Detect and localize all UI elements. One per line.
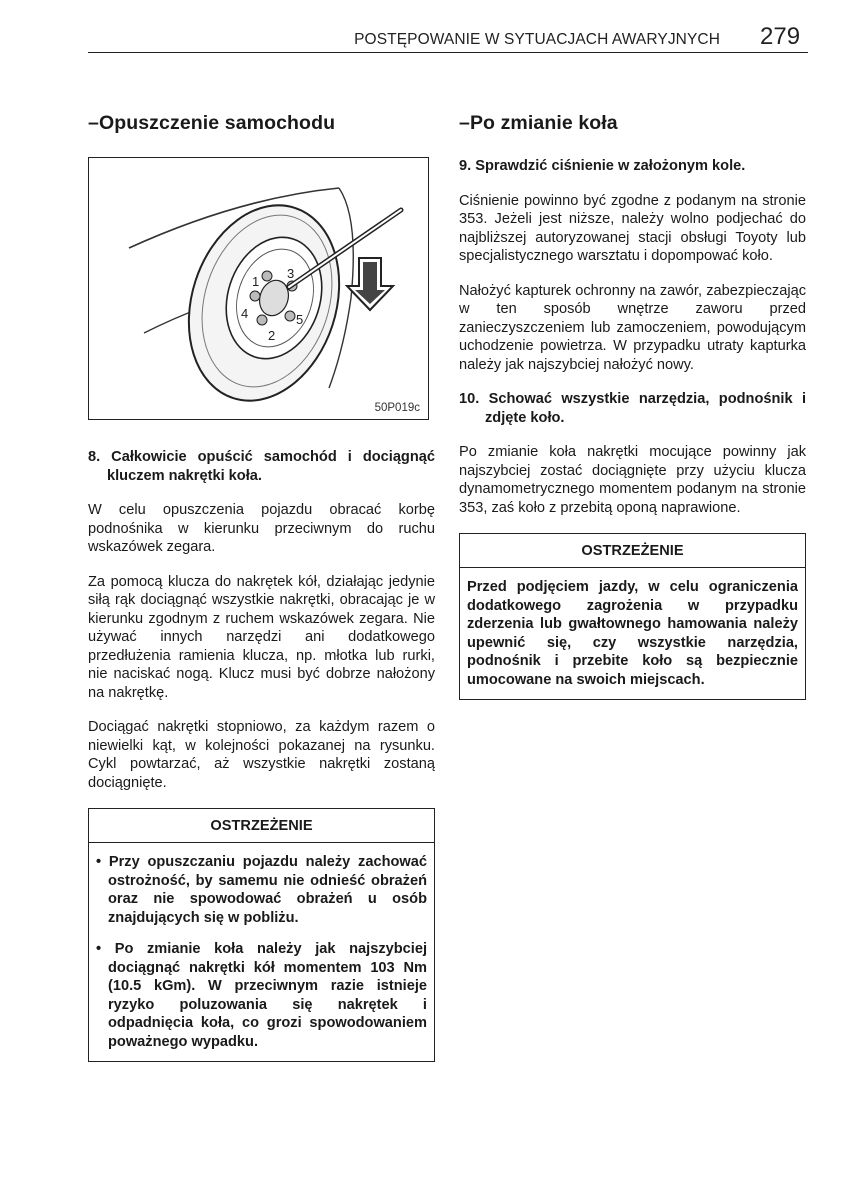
warning-text: Przed podjęciem jazdy, w celu ograniczenia dodatkowego zagrożenia w przypadku zderzenia lub gwałtownego hamowania należy upewnić się, czy wszystkie narzędzia, podnośnik i przebite koło są bezpiecznie umocowane na swoich miejscach. (467, 579, 798, 688)
right-heading: –Po zmianie koła (459, 112, 618, 134)
nut-number-label: 4 (241, 306, 249, 321)
right-warning-box (459, 533, 806, 700)
lug-nut (262, 271, 272, 281)
lug-nut (257, 315, 267, 325)
step-10: 10. Schować wszystkie narzędzia, podnośnik i zdjęte koło. (459, 391, 806, 426)
nut-number-label: 2 (268, 328, 276, 343)
right-paragraph-3: Po zmianie koła nakrętki mocujące powinny jak najszybciej zostać dociągnięte przy użyciu klucza dynamometrycznego momentem podanym na stronie 353, zaś koło z przebitą oponą naprawione. (459, 444, 806, 516)
section-title: POSTĘPOWANIE W SYTUACJACH AWARYJNYCH (354, 31, 720, 48)
left-column (88, 112, 435, 1062)
left-paragraph-1: W celu opuszczenia pojazdu obracać korbę podnośnika w kierunku przeciwnym do ruchu wskazówek zegara. (88, 502, 435, 555)
figure-code: 50P019c (374, 402, 420, 414)
warning-bullet: • Przy opuszczaniu pojazdu należy zachować ostrożność, by samemu nie odnieść obrażeń oraz nie spowodować obrażeń u osób znajdujących się w pobliżu. (96, 854, 427, 926)
left-warning-box (88, 808, 435, 1062)
nut-number-label: 1 (252, 274, 260, 289)
nut-number-label: 3 (287, 266, 295, 281)
left-paragraph-3: Dociągać nakrętki stopniowo, za każdym razem o niewielki kąt, w kolejności pokazanej na rysunku. Cykl powtarzać, aż wszystkie nakrętki zostaną dociągnięte. (88, 719, 435, 791)
wheel-drawing (89, 158, 427, 418)
left-heading: –Opuszczenie samochodu (88, 112, 336, 134)
warning-body (89, 843, 434, 1061)
warning-title: OSTRZEŻENIE (89, 809, 434, 843)
header-rule (88, 52, 808, 53)
lug-nut (250, 291, 260, 301)
warning-title: OSTRZEŻENIE (460, 534, 805, 568)
right-paragraph-2: Nałożyć kapturek ochronny na zawór, zabezpieczając w ten sposób wnętrze zaworu przed zanieczyszczeniem lub zamoczeniem, powodującym uchodzenie powietrza. W przypadku utraty kapturka należy jak najszybciej nałożyć nowy. (459, 282, 806, 373)
step-8: 8. Całkowicie opuścić samochód i dociągnąć kluczem nakrętki koła. (88, 449, 435, 484)
wheel-illustration (88, 157, 429, 420)
nut-number-label: 5 (296, 312, 304, 327)
lug-nut (285, 311, 295, 321)
left-paragraph-2: Za pomocą klucza do nakrętek kół, działając jedynie siłą rąk dociągnąć wszystkie nakrętki, obracając je w kierunku zgodnym z ruchem wskazówek zegara. Nie używać innych narzędzi ani dodatkowego przedłużenia ramienia klucza, np. młotka lub rurki, nie naciskać nogą. Klucz musi być dobrze nałożony na nakrętkę. (88, 573, 435, 701)
right-paragraph-1: Ciśnienie powinno być zgodne z podanym na stronie 353. Jeżeli jest niższe, należy wolno podjechać do najbliższej autoryzowanej stacji obsługi Toyoty lub specjalistycznego warsztatu i dopompować koło. (459, 192, 806, 264)
page-number: 279 (760, 23, 801, 50)
right-column (459, 112, 806, 700)
warning-body (460, 568, 805, 699)
warning-bullet: • Po zmianie koła należy jak najszybciej dociągnąć nakrętki kół momentem 103 Nm (10.5 kGm). W przeciwnym razie istnieje ryzyko poluzowania się nakrętek i odpadnięcia koła, co grozi spowodowaniem poważnego wypadku. (96, 941, 427, 1050)
step-9: 9. Sprawdzić ciśnienie w założonym kole. (459, 158, 746, 174)
